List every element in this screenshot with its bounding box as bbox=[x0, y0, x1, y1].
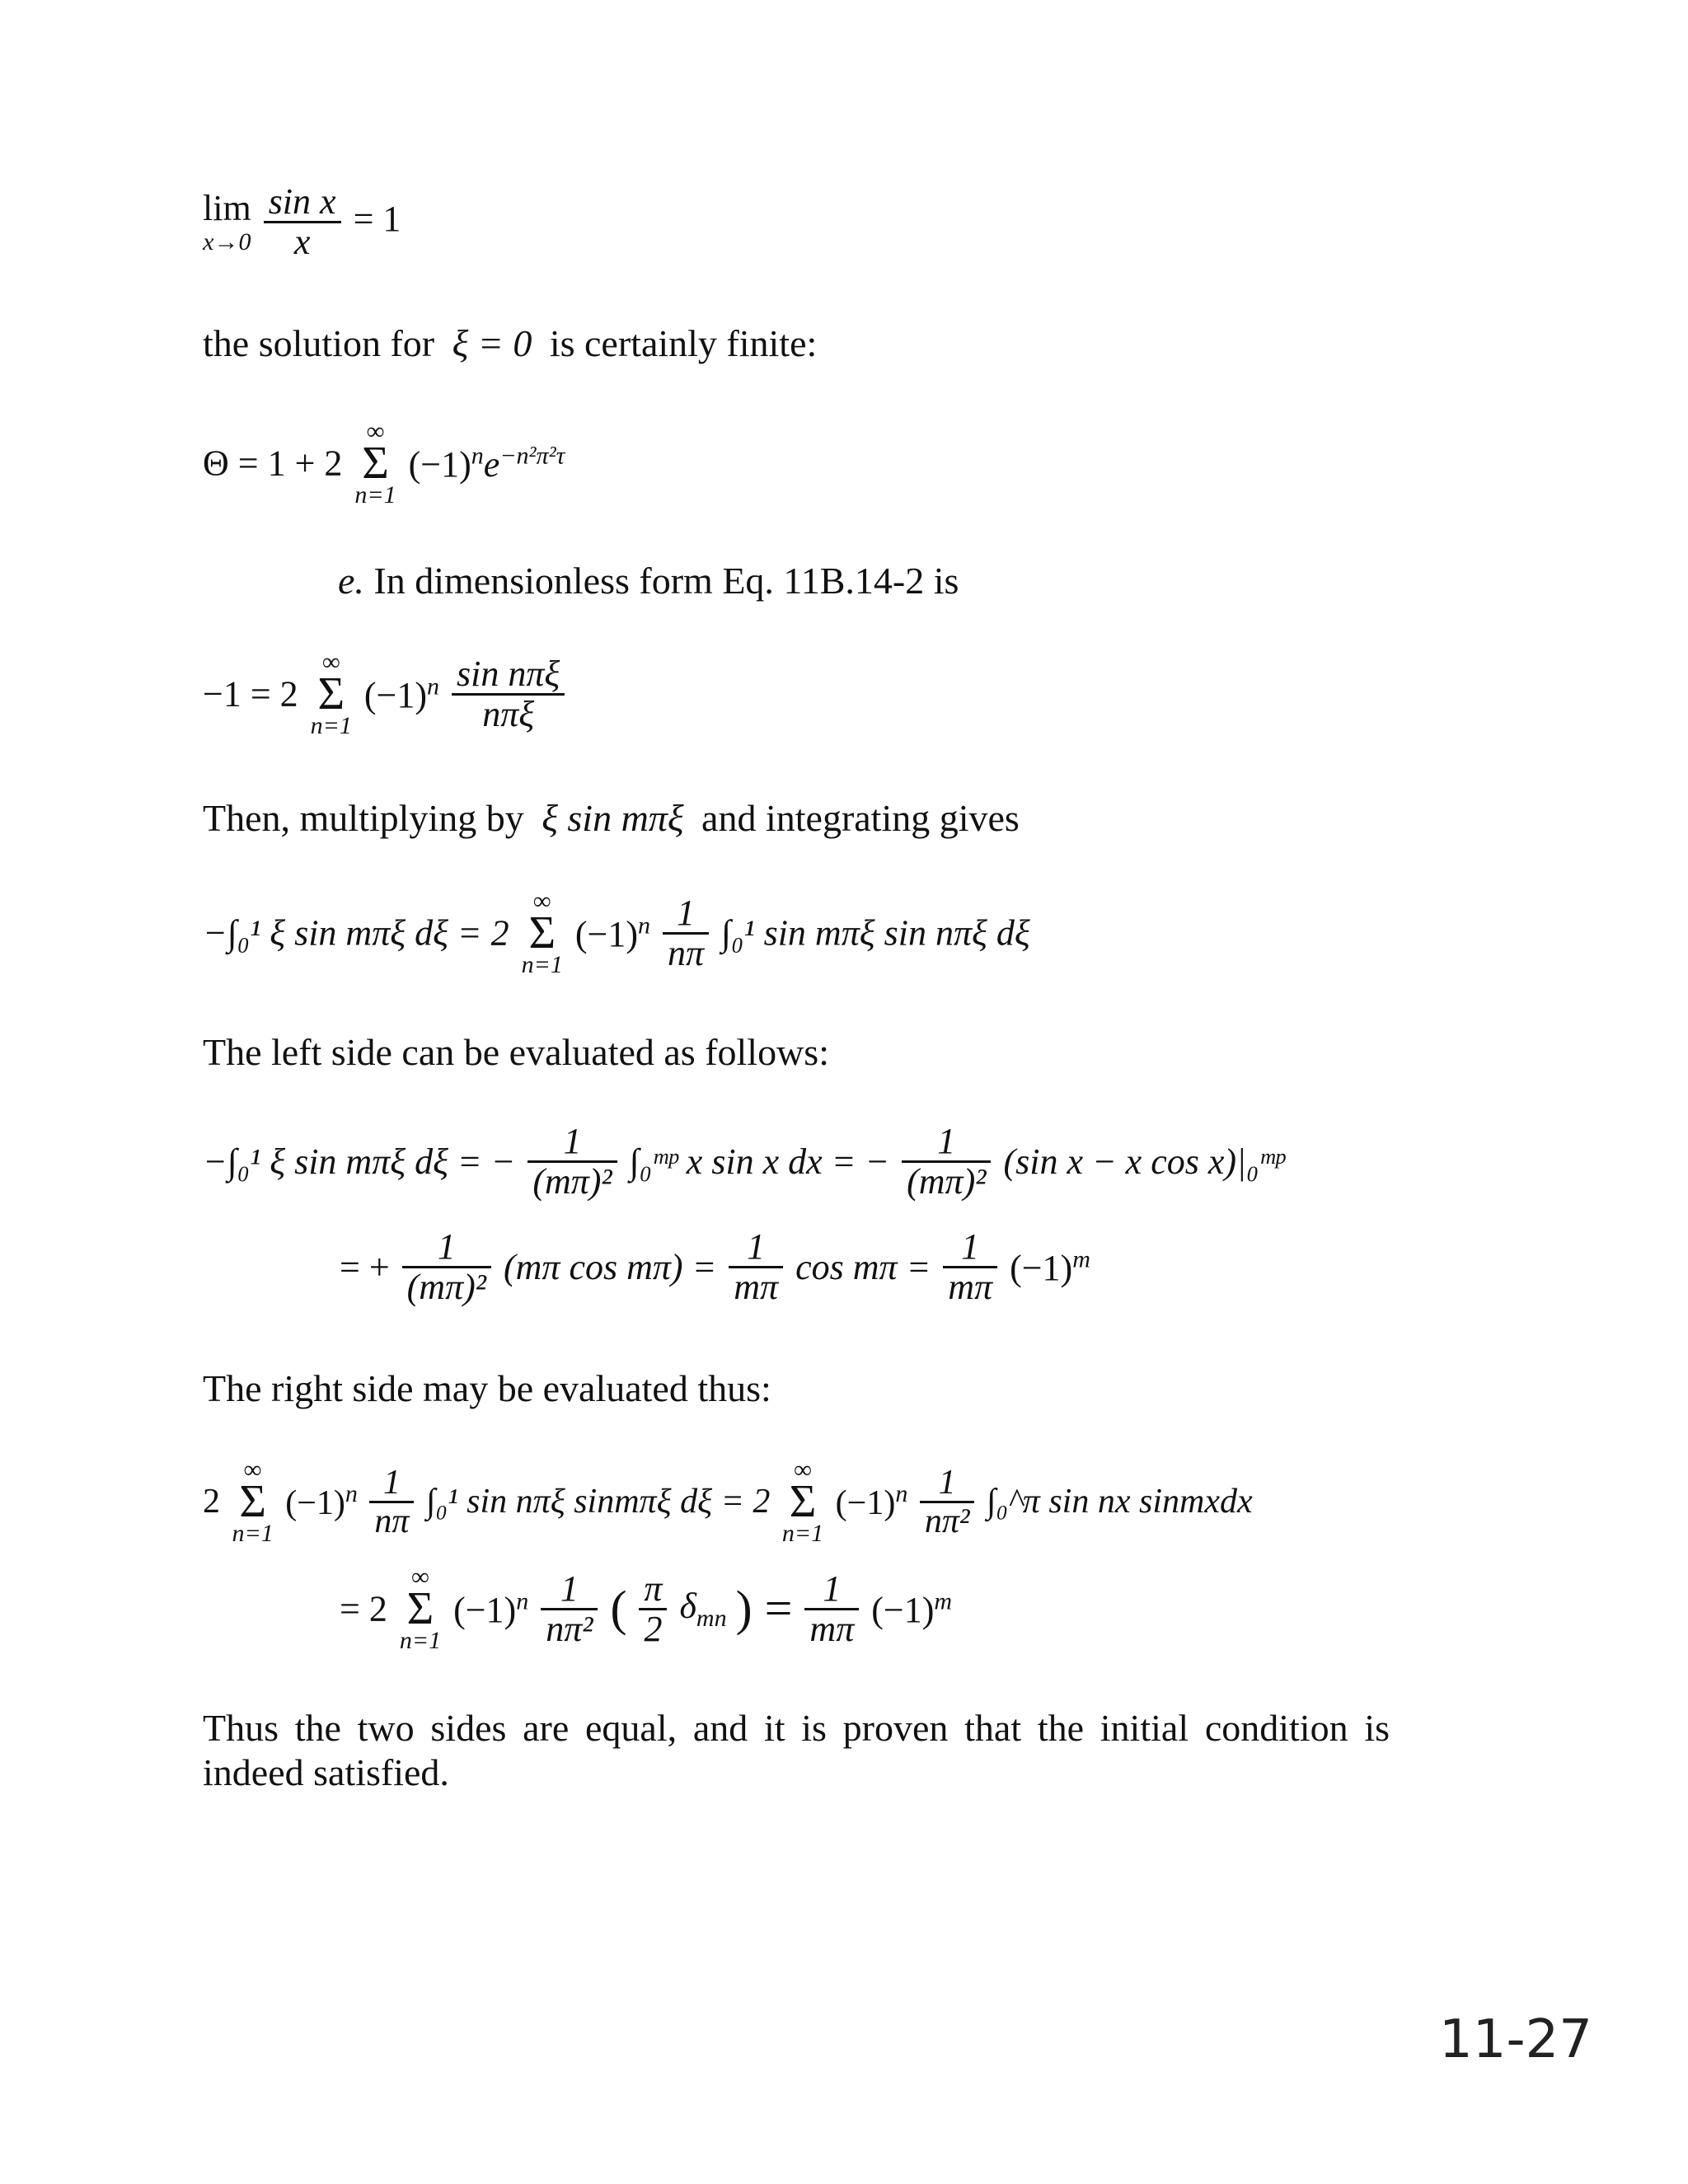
left2-fraction-2 bbox=[729, 1228, 783, 1306]
right1-f2-numerator: 1 bbox=[920, 1465, 975, 1503]
theta-sum bbox=[354, 418, 396, 509]
right1-exp: n bbox=[345, 1480, 358, 1508]
minus-one-body: (−1) bbox=[363, 674, 428, 715]
then-multiplying-line bbox=[203, 796, 1020, 840]
right1-fraction-1 bbox=[369, 1465, 414, 1540]
multiply-equation bbox=[203, 888, 1030, 979]
minus-one-lhs: −1 = 2 bbox=[203, 673, 298, 715]
sum-lower: n=1 bbox=[232, 1520, 274, 1548]
left2-tail: (−1) bbox=[1010, 1248, 1073, 1289]
right2-f3-numerator: 1 bbox=[804, 1570, 859, 1610]
then-tail: and integrating gives bbox=[701, 797, 1020, 839]
left2-f2-numerator: 1 bbox=[729, 1228, 783, 1268]
line1-tail: is certainly finite: bbox=[549, 322, 818, 364]
sum-upper: ∞ bbox=[243, 1456, 262, 1483]
multiply-denominator: nπ bbox=[668, 932, 705, 973]
sum-upper: ∞ bbox=[794, 1456, 812, 1483]
right2-fraction-2 bbox=[639, 1570, 667, 1648]
right2-paren-open: ( bbox=[610, 1581, 627, 1636]
left2-fraction-3 bbox=[943, 1228, 997, 1306]
solution-finite-line bbox=[203, 321, 817, 365]
sum-upper: ∞ bbox=[411, 1563, 429, 1591]
left1-fraction-1 bbox=[528, 1122, 617, 1201]
minus-one-sum bbox=[310, 649, 352, 740]
left1-lhs: −∫₀¹ ξ sin mπξ dξ = − bbox=[203, 1141, 516, 1183]
left2-f3-numerator: 1 bbox=[943, 1228, 997, 1268]
right2-f3-denominator: mπ bbox=[809, 1608, 855, 1649]
multiply-exp: n bbox=[638, 911, 650, 939]
left1-tail: (sin x − x cos x)|₀ᵐᵖ bbox=[1003, 1141, 1285, 1183]
left2-mid2: cos mπ = bbox=[795, 1247, 931, 1288]
sum-symbol: Σ bbox=[362, 438, 389, 489]
right-side-heading: The right side may be evaluated thus: bbox=[203, 1367, 771, 1409]
limit-fraction bbox=[264, 183, 341, 261]
multiply-body: (−1) bbox=[574, 913, 638, 954]
minus-one-numerator: sin nπξ bbox=[452, 655, 565, 696]
right2-f1-denominator: nπ² bbox=[546, 1608, 593, 1649]
right1-f1-numerator: 1 bbox=[369, 1465, 414, 1503]
page-number: 11-27 bbox=[1439, 2009, 1592, 2070]
theta-lhs: Θ = 1 + 2 bbox=[203, 443, 343, 484]
sum-lower: n=1 bbox=[521, 951, 563, 979]
sum-symbol: Σ bbox=[239, 1476, 266, 1527]
left1-f2-numerator: 1 bbox=[902, 1122, 991, 1163]
theta-equation bbox=[203, 418, 565, 509]
left2-tail-exp: m bbox=[1072, 1245, 1090, 1273]
multiply-fraction bbox=[663, 894, 709, 972]
multiply-lhs: −∫₀¹ ξ sin mπξ dξ = 2 bbox=[203, 912, 509, 954]
left2-f2-denominator: mπ bbox=[734, 1267, 779, 1308]
theta-e: e bbox=[483, 443, 500, 485]
then-math: ξ sin mπξ bbox=[542, 797, 684, 839]
limit-equation bbox=[203, 183, 401, 261]
right2-sum bbox=[399, 1563, 442, 1655]
sum-symbol: Σ bbox=[789, 1476, 817, 1527]
line1-math: ξ = 0 bbox=[452, 322, 532, 364]
right1-lhs: 2 bbox=[203, 1483, 220, 1521]
theta-exp-n: n bbox=[471, 441, 484, 469]
right2-fraction-1 bbox=[541, 1570, 598, 1648]
limit-rhs: = 1 bbox=[353, 198, 401, 239]
left2-mid1: (mπ cos mπ) = bbox=[503, 1247, 717, 1288]
sum-symbol: Σ bbox=[406, 1583, 434, 1634]
right1-mid: ∫₀¹ sin nπξ sinmπξ dξ = 2 bbox=[425, 1483, 771, 1521]
then-text: Then, multiplying by bbox=[203, 797, 524, 839]
left2-fraction-1 bbox=[402, 1228, 491, 1306]
right2-f2-denominator: 2 bbox=[644, 1608, 663, 1649]
right2-tail: (−1) bbox=[871, 1589, 935, 1630]
right2-paren-close: ) = bbox=[735, 1581, 793, 1636]
right2-f1-numerator: 1 bbox=[541, 1570, 598, 1610]
minus-one-fraction bbox=[452, 655, 565, 733]
right-side-equation-2 bbox=[340, 1563, 953, 1655]
right2-lhs: = 2 bbox=[340, 1588, 387, 1629]
right2-delta: δ bbox=[679, 1586, 696, 1627]
line1-text: the solution for bbox=[203, 322, 435, 364]
left2-f1-denominator: (mπ)² bbox=[406, 1267, 486, 1308]
sum-lower: n=1 bbox=[399, 1627, 442, 1655]
theta-body: (−1) bbox=[408, 443, 471, 485]
left1-f1-denominator: (mπ)² bbox=[532, 1161, 612, 1202]
right2-tail-exp: m bbox=[934, 1586, 953, 1615]
limit-denominator: x bbox=[293, 222, 311, 263]
right2-f2-numerator: π bbox=[639, 1570, 667, 1610]
right2-fraction-3 bbox=[804, 1570, 859, 1648]
sum-upper: ∞ bbox=[533, 888, 551, 915]
part-e-label: e. bbox=[338, 560, 364, 602]
minus-one-denominator: nπξ bbox=[482, 693, 535, 734]
multiply-rhs: ∫₀¹ sin mπξ sin nπξ dξ bbox=[721, 912, 1030, 954]
left2-f3-denominator: mπ bbox=[948, 1267, 993, 1308]
multiply-numerator: 1 bbox=[663, 894, 709, 935]
right2-body: (−1) bbox=[453, 1589, 517, 1630]
sum-lower: n=1 bbox=[781, 1520, 824, 1548]
right1-tail: ∫₀^π sin nx sinmxdx bbox=[986, 1483, 1253, 1521]
right1-body2: (−1) bbox=[835, 1484, 896, 1523]
right1-exp2: n bbox=[895, 1480, 908, 1508]
conclusion-paragraph: Thus the two sides are equal, and it is proven that the initial condition is indeed satisfied. bbox=[203, 1707, 1390, 1793]
right1-f1-denominator: nπ bbox=[374, 1502, 410, 1540]
left-side-heading: The left side can be evaluated as follows: bbox=[203, 1031, 829, 1073]
lim-word: lim bbox=[203, 187, 251, 228]
right2-exp: n bbox=[516, 1586, 529, 1615]
right2-delta-sub: mn bbox=[696, 1605, 727, 1633]
sum-symbol: Σ bbox=[528, 907, 556, 958]
right-side-equation-1 bbox=[203, 1456, 1253, 1548]
left1-fraction-2 bbox=[902, 1122, 991, 1201]
right1-f2-denominator: nπ² bbox=[924, 1502, 970, 1540]
right1-body: (−1) bbox=[285, 1484, 345, 1523]
right1-sum-2 bbox=[781, 1456, 824, 1548]
sum-upper: ∞ bbox=[366, 418, 385, 445]
left-side-equation-1 bbox=[203, 1122, 1284, 1201]
right1-fraction-2 bbox=[920, 1465, 975, 1540]
right1-sum-1 bbox=[232, 1456, 274, 1548]
sum-lower: n=1 bbox=[310, 712, 352, 740]
left-side-equation-2 bbox=[340, 1228, 1090, 1306]
sum-symbol: Σ bbox=[317, 668, 345, 719]
left1-f2-denominator: (mπ)² bbox=[907, 1161, 987, 1202]
left2-f1-numerator: 1 bbox=[402, 1228, 491, 1268]
lim-subscript: x→0 bbox=[203, 228, 251, 256]
theta-exp-decay: −n²π²τ bbox=[499, 441, 565, 469]
minus-one-exp: n bbox=[427, 672, 440, 700]
left1-mid: ∫₀ᵐᵖ x sin x dx = − bbox=[629, 1141, 890, 1183]
limit-numerator: sin x bbox=[264, 183, 341, 223]
minus-one-equation bbox=[203, 649, 568, 740]
part-e-text: In dimensionless form Eq. 11B.14-2 is bbox=[373, 560, 959, 602]
multiply-sum bbox=[521, 888, 563, 979]
left1-f1-numerator: 1 bbox=[528, 1122, 617, 1163]
sum-lower: n=1 bbox=[354, 481, 396, 509]
sum-upper: ∞ bbox=[322, 649, 340, 676]
part-e-heading bbox=[338, 559, 959, 602]
left2-lhs: = + bbox=[340, 1247, 390, 1288]
